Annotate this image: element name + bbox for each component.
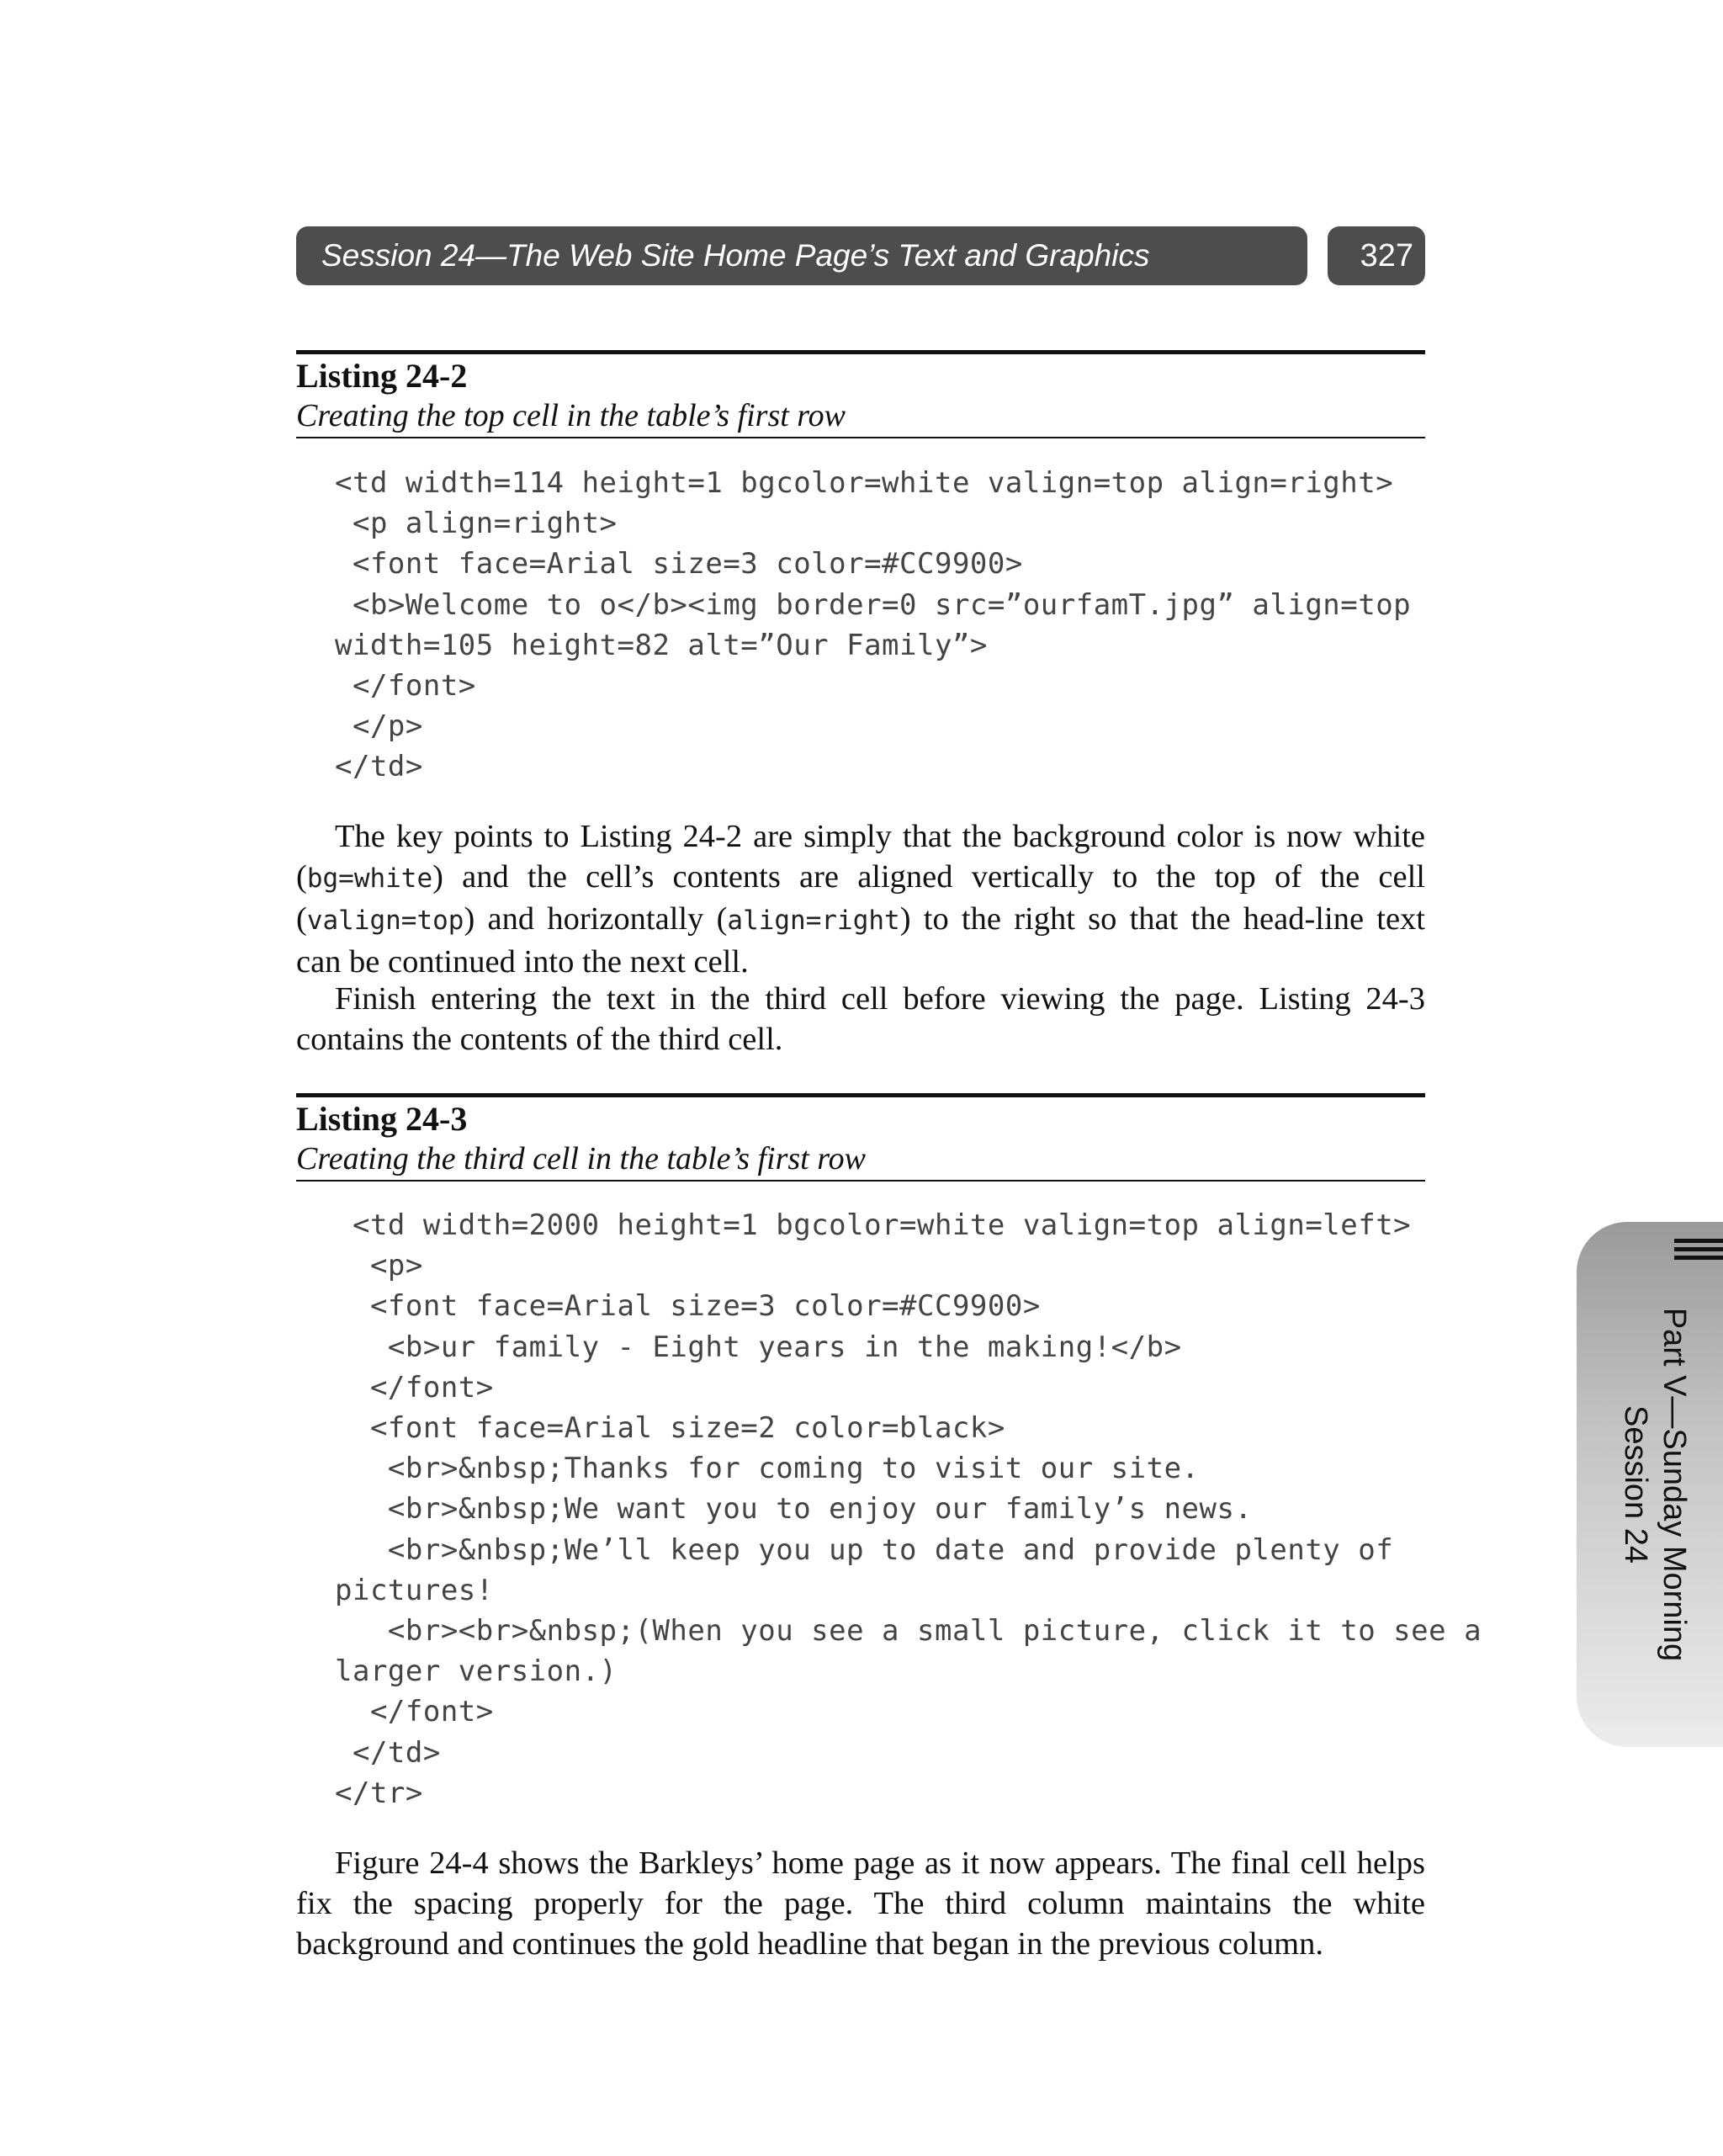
thumb-tab-label bbox=[1601, 1299, 1694, 1670]
listing-caption: Creating the third cell in the table’s first row bbox=[296, 1141, 866, 1176]
listing-24-3-heading bbox=[296, 1093, 1425, 1182]
thumb-tab-part: Part V—Sunday Morning bbox=[1657, 1307, 1692, 1662]
listing-label: Listing 24-3 bbox=[296, 1100, 468, 1138]
body-paragraph: Figure 24-4 shows the Barkleys’ home page as it now appears. The final cell helps fix the spacing properly for the page. The third column maintains the white background and continues the gold headline that began in the previous column. bbox=[296, 1845, 1425, 1962]
inline-code: bg=white bbox=[306, 863, 433, 895]
page-number: 327 bbox=[1328, 226, 1425, 285]
paragraph-text: ) and horizontally ( bbox=[464, 901, 728, 937]
paragraph-text: ) to the right so that the head-line text can be continued into the next cell. bbox=[296, 901, 1425, 980]
running-title: Session 24—The Web Site Home Page’s Text and Graphics bbox=[321, 238, 1150, 273]
listing-bottom-rule bbox=[296, 1180, 1425, 1182]
paragraph-text: The key points to Listing 24-2 are simply that the background color is now white ( bbox=[296, 819, 1425, 895]
listing-24-2-heading bbox=[296, 350, 1425, 438]
listing-caption: Creating the top cell in the table’s first row bbox=[296, 398, 846, 433]
listing-bottom-rule bbox=[296, 437, 1425, 438]
running-header bbox=[296, 226, 1307, 285]
listing-24-3-code: <td width=2000 height=1 bgcolor=white valign=top align=left> <p> <font face=Arial size=3 color=#CC9900> <b>ur family - Eight years in the making!</b> </font> <font face=Arial size=2 color=black> <br>&nbsp;Thanks for coming to visit our site. <br>&nbsp;We want you to enjoy our family’s news. <br>&nbsp;We’ll keep you up to date and provide plenty of pictures! <br><br>&nbsp;(When you see a small picture, click it to see a larger version.) </font> </td> </tr> bbox=[335, 1208, 1482, 1810]
inline-code: align=right bbox=[727, 905, 900, 937]
body-paragraph bbox=[296, 816, 1425, 982]
paragraph-text: ) and the cell’s contents are aligned vertically to the top of the cell ( bbox=[296, 859, 1425, 937]
listing-label: Listing 24-2 bbox=[296, 357, 468, 395]
listing-24-2-code: <td width=114 height=1 bgcolor=white valign=top align=right> <p align=right> <font face=Arial size=3 color=#CC9900> <b>Welcome to o</b><img border=0 src=”ourfamT.jpg” align=top width=105 height=82 alt=”Our Family”> </font> </p> </td> bbox=[335, 466, 1412, 784]
listing-top-rule bbox=[296, 1093, 1425, 1097]
body-paragraph: Finish entering the text in the third cell before viewing the page. Listing 24-3 contains the contents of the third cell. bbox=[296, 981, 1425, 1058]
listing-top-rule bbox=[296, 350, 1425, 354]
thumb-tab-session: Session 24 bbox=[1618, 1405, 1653, 1564]
thumb-tab-lines bbox=[1674, 1239, 1723, 1264]
inline-code: valign=top bbox=[306, 905, 464, 937]
